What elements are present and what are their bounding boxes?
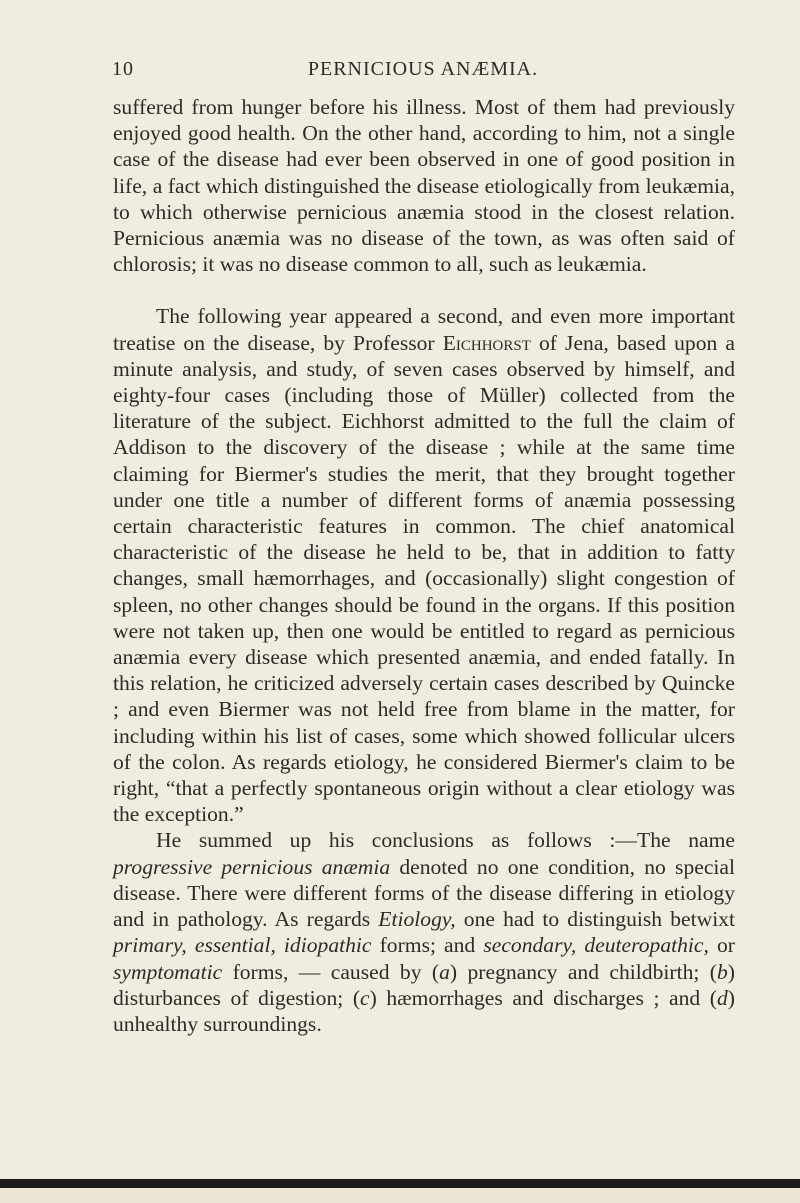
p3-text: ) pregnancy and childbirth; ( bbox=[449, 959, 717, 984]
p3-text: ) disturbances of digestion; ( bbox=[113, 959, 735, 1010]
p3-text: or bbox=[708, 933, 735, 958]
paragraph-2-text-start: The following year appeared a second, and even more important treatise on the disease, by Professor bbox=[113, 304, 735, 355]
paragraph-3 bbox=[113, 827, 735, 1037]
author-name-eichhorst: Eichhorst bbox=[442, 330, 531, 355]
body-text bbox=[113, 94, 735, 1037]
page-number: 10 bbox=[112, 58, 134, 80]
scan-bottom-edge bbox=[0, 1179, 800, 1188]
p3-list-letter: c bbox=[360, 985, 370, 1010]
running-title: PERNICIOUS ANÆMIA. bbox=[307, 58, 539, 80]
page-header bbox=[112, 58, 734, 86]
p3-italic-term: secondary, deuteropathic, bbox=[483, 933, 709, 958]
p3-text: forms, — caused by ( bbox=[222, 959, 440, 984]
p3-list-letter: a bbox=[439, 959, 450, 984]
p3-italic-term: symptomatic bbox=[113, 959, 223, 984]
p3-italic-term: primary, essential, idiopathic bbox=[113, 933, 372, 958]
paragraph-2-text-rest: of Jena, based upon a minute analysis, and study, of seven cases observed by himself, and eighty-four cases (including those of Müller) collected from the literature of the subject. Eichhorst admitted to the full the claim of Addison to the discovery of the disease ; while at the same time claiming for Biermer's studies the merit, that they brought together under one title a number of different forms of anæmia possessing certain characteristic features in common. The chief anatomical characteristic of the disease he held to be, that in addition to fatty changes, small hæmorrhages, and (occasionally) slight congestion of spleen, no other changes should be found in the organs. If this position were not taken up, then one would be entitled to regard as pernicious anæmia every disease which presented anæmia, and ended fatally. In this relation, he criticized adversely certain cases described by Quincke ; and even Biermer was not held free from blame in the matter, for including within his list of cases, some which showed follicular ulcers of the colon. As regards etiology, he considered Biermer's claim to be right, “that a perfectly spontaneous origin without a clear etiology was the exception.” bbox=[113, 330, 735, 827]
p3-list-letter: b bbox=[717, 959, 728, 984]
p3-italic-term: Etiology, bbox=[378, 907, 456, 932]
p3-text: ) unhealthy surroundings. bbox=[113, 985, 735, 1036]
paragraph-1: suffered from hunger before his illness. Most of them had previously enjoyed good health. On the other hand, according to him, not a single case of the disease had ever been observed in one of good position in life, a fact which distinguished the disease etiologically from leukæmia, to which otherwise pernicious anæmia stood in the closest relation. Pernicious anæmia was no disease of the town, as was often said of chlorosis; it was no disease common to all, such as leukæmia. bbox=[113, 95, 735, 277]
p3-italic-term: progressive pernicious anæmia bbox=[113, 854, 391, 879]
p3-text: denoted no one condition, no special disease. There were different forms of the disease differing in etiology and in pathology. As regards bbox=[113, 854, 736, 932]
p3-text: forms; and bbox=[371, 933, 484, 958]
paragraph-2 bbox=[113, 303, 735, 827]
p3-text: He summed up his conclusions as follows :—The name bbox=[156, 828, 735, 853]
scan-bottom-paper bbox=[0, 1188, 800, 1203]
p3-list-letter: d bbox=[717, 985, 728, 1010]
p3-text: one had to distinguish betwixt bbox=[455, 907, 735, 932]
p3-text: ) hæmorrhages and discharges ; and ( bbox=[369, 985, 717, 1010]
